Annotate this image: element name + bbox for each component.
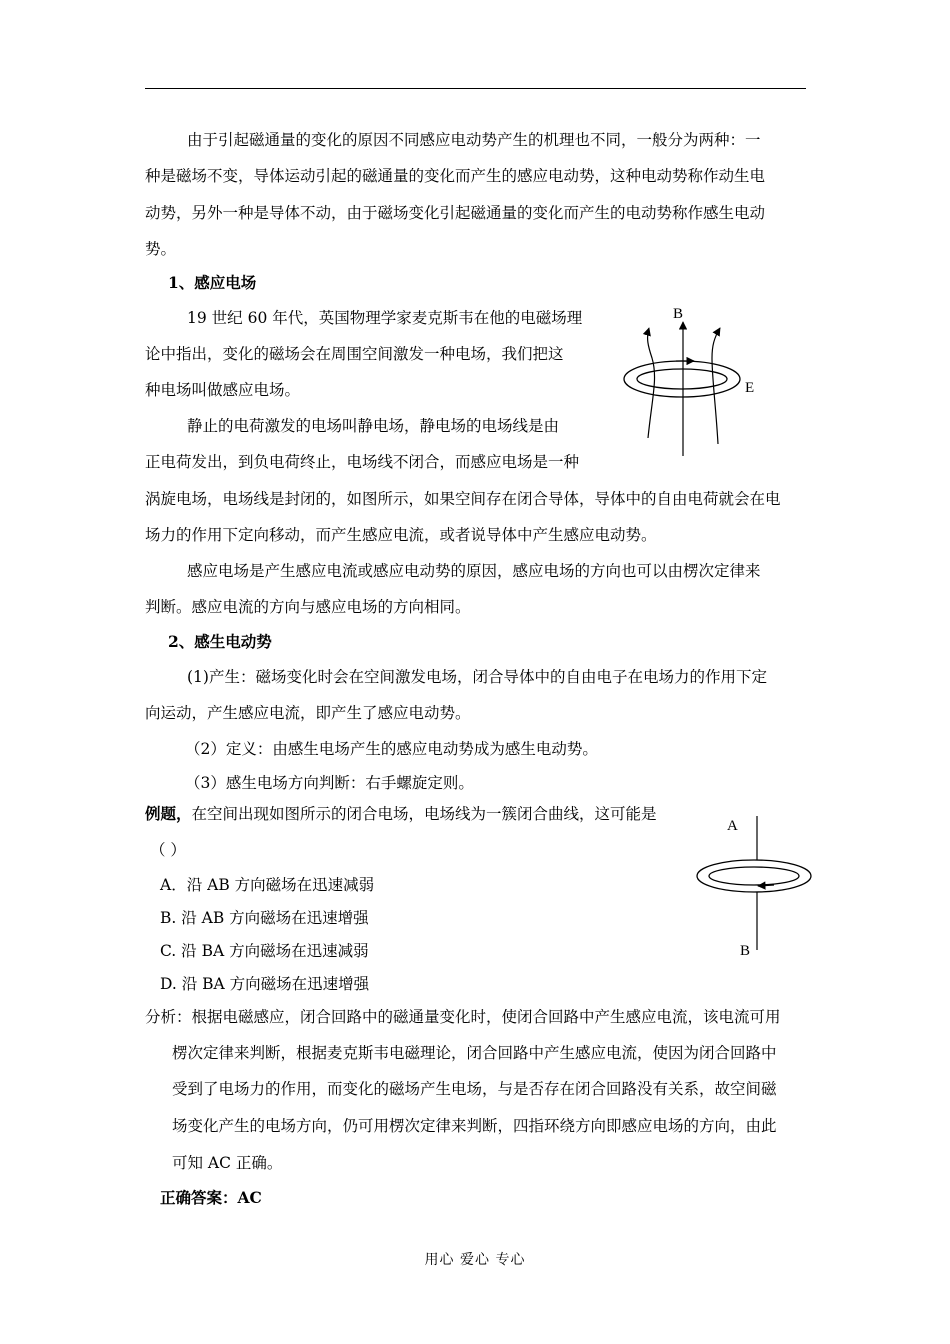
section2-p1-line-1: (1)产生：磁场变化时会在空间激发电场，闭合导体中的自由电子在电场力的作用下定 (187, 668, 767, 686)
section1-p1-line-2: 论中指出，变化的磁场会在周围空间激发一种电场，我们把这 (145, 345, 564, 363)
option-a: A．沿 AB 方向磁场在迅速减弱 (160, 876, 375, 894)
analysis-line-5: 可知 AC 正确。 (172, 1154, 283, 1172)
intro-line-3: 动势，另外一种是导体不动，由于磁场变化引起磁通量的变化而产生的电动势称作感生电动 (145, 204, 766, 222)
figure1-label-e: E (745, 380, 755, 396)
section1-p3-line-2: 判断。感应电流的方向与感应电场的方向相同。 (145, 598, 471, 616)
analysis-line-1: 分析：根据电磁感应，闭合回路中的磁通量变化时，使闭合回路中产生感应电流，该电流可用 (145, 1008, 781, 1026)
option-d: D. 沿 BA 方向磁场在迅速增强 (160, 975, 370, 993)
field-inner-loop (709, 867, 799, 885)
section2-p1-line-2: 向运动，产生感应电流，即产生了感应电动势。 (145, 704, 471, 722)
b-field-left-line (648, 328, 655, 438)
option-b: B. 沿 AB 方向磁场在迅速增强 (160, 909, 369, 927)
section1-p2-line-1: 静止的电荷激发的电场叫静电场，静电场的电场线是由 (187, 417, 560, 435)
intro-line-1: 由于引起磁通量的变化的原因不同感应电动势产生的机理也不同，一般分为两种：一 (187, 131, 761, 149)
section1-p3-line-1: 感应电场是产生感应电流或感应电动势的原因，感应电场的方向也可以由楞次定律来 (187, 562, 761, 580)
figure1-label-b: B (673, 306, 684, 322)
figure2-label-a: A (727, 818, 738, 834)
section1-title: 1、感应电场 (168, 273, 257, 292)
vortex-field-figure (612, 298, 762, 463)
analysis-line-3: 受到了电场力的作用，而变化的磁场产生电场，与是否存在闭合回路没有关系，故空间磁 (172, 1080, 777, 1098)
figure2-label-b: B (740, 943, 751, 959)
option-c: C. 沿 BA 方向磁场在迅速减弱 (160, 942, 369, 960)
analysis-line-4: 场变化产生的电场方向，仍可用楞次定律来判断，四指环绕方向即感应电场的方向，由此 (172, 1117, 777, 1135)
analysis-line-2: 楞次定律来判断，根据麦克斯韦电磁理论，闭合回路中产生感应电流，使因为闭合回路中 (172, 1044, 777, 1062)
example-label: 例题， (145, 804, 192, 823)
section2-p3: （3）感生电场方向判断：右手螺旋定则。 (185, 774, 474, 792)
example-question (145, 804, 657, 824)
correct-answer: 正确答案：AC (160, 1188, 262, 1207)
e-field-outer-ring (624, 361, 740, 397)
page-footer: 用心 爱心 专心 (424, 1252, 526, 1268)
intro-line-2: 种是磁场不变，导体运动引起的磁通量的变化而产生的感应电动势，这种电动势称作动生电 (145, 167, 766, 185)
section1-p1-line-3: 种电场叫做感应电场。 (145, 381, 301, 399)
field-outer-loop (697, 860, 811, 892)
closed-field-figure (690, 810, 820, 965)
section2-title: 2、感生电动势 (168, 632, 272, 651)
section1-p2-line-4: 场力的作用下定向移动，而产生感应电流，或者说导体中产生感应电动势。 (145, 526, 657, 544)
example-blank: （ ） (150, 841, 186, 859)
section2-p2: （2）定义：由感生电场产生的感应电动势成为感生电动势。 (185, 740, 598, 758)
intro-line-4: 势。 (145, 240, 177, 258)
section1-p2-line-2: 正电荷发出，到负电荷终止，电场线不闭合，而感应电场是一种 (145, 453, 580, 471)
example-text: 在空间出现如图所示的闭合电场，电场线为一簇闭合曲线，这可能是 (191, 805, 657, 823)
section1-p1-line-1: 19 世纪 60 年代，英国物理学家麦克斯韦在他的电磁场理 (187, 309, 583, 327)
header-rule (145, 88, 806, 89)
section1-p2-line-3: 涡旋电场，电场线是封闭的，如图所示，如果空间存在闭合导体，导体中的自由电荷就会在电 (145, 490, 781, 508)
